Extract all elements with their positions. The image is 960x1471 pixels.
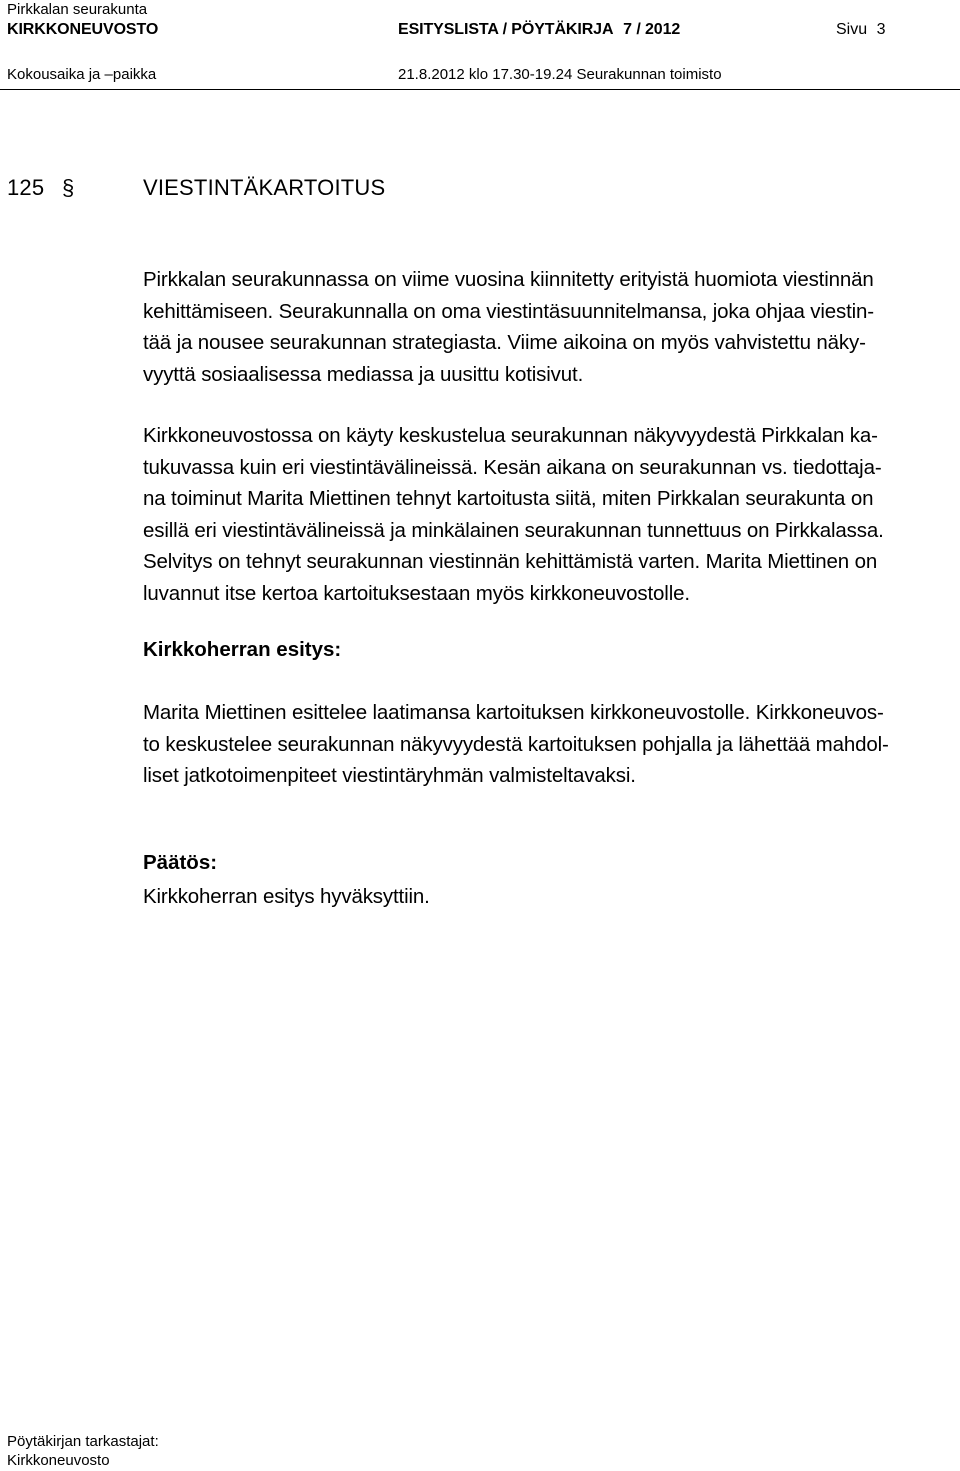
organization-name: Pirkkalan seurakunta — [7, 1, 148, 18]
document-type-label: ESITYSLISTA / PÖYTÄKIRJA — [398, 21, 613, 38]
paragraph-line: kehittämiseen. Seurakunnalla on oma viestintäsuunnitelmansa, joka ohjaa viestin- — [143, 299, 874, 323]
paragraph-line: luvannut itse kertoa kartoituksestaan myös kirkkoneuvostolle. — [143, 581, 690, 605]
body-name: KIRKKONEUVOSTO — [7, 21, 159, 38]
document-number: 7 / 2012 — [623, 21, 681, 38]
paragraph-line: vyyttä sosiaalisessa mediassa ja uusittu kotisivut. — [143, 362, 584, 386]
paragraph-line: Kirkkoneuvostossa on käyty keskustelua seurakunnan näkyvyydestä Pirkkalan ka- — [143, 424, 878, 447]
page-indicator — [836, 20, 885, 40]
paragraph-line: tää ja nousee seurakunnan strategiasta. Viime aikoina on myös vahvistettu näky- — [143, 331, 866, 354]
section-number: 125 — [7, 175, 45, 200]
paragraph-line: Selvitys on tehnyt seurakunnan viestinnän kehittämistä varten. Marita Miettinen on — [143, 550, 878, 573]
proposal-line: Marita Miettinen esittelee laatimansa kartoituksen kirkkoneuvostolle. Kirkkoneuvos- — [143, 701, 884, 724]
meeting-label: Kokousaika ja –paikka — [7, 66, 157, 83]
proposal-line: liset jatkotoimenpiteet viestintäryhmän valmisteltavaksi. — [143, 764, 636, 787]
paragraph-intro — [143, 264, 943, 390]
paragraph-background — [143, 420, 943, 609]
decision-text: Kirkkoherran esitys hyväksyttiin. — [143, 885, 430, 908]
section-title: VIESTINTÄKARTOITUS — [143, 175, 386, 200]
paragraph-line: tukuvassa kuin eri viestintävälineissä. Kesän aikana on seurakunnan vs. tiedottaja- — [143, 455, 882, 479]
footer-body: Kirkkoneuvosto — [7, 1452, 110, 1469]
document-type — [398, 20, 680, 40]
page-number: 3 — [876, 21, 886, 38]
paragraph-line: Pirkkalan seurakunnassa on viime vuosina kiinnitetty erityistä huomiota viestinnän — [143, 268, 874, 291]
page-label: Sivu — [836, 21, 868, 38]
footer-label: Pöytäkirjan tarkastajat: — [7, 1433, 159, 1450]
proposal-heading: Kirkkoherran esitys: — [143, 638, 342, 661]
header-divider — [0, 89, 960, 90]
section-symbol: § — [62, 175, 75, 200]
proposal-line: to keskustelee seurakunnan näkyvyydestä kartoituksen pohjalla ja lähettää mahdol- — [143, 732, 889, 756]
proposal-text — [143, 697, 943, 792]
paragraph-line: esillä eri viestintävälineissä ja minkälainen seurakunnan tunnettuus on Pirkkalassa. — [143, 518, 884, 542]
meeting-value: 21.8.2012 klo 17.30-19.24 Seurakunnan toimisto — [398, 66, 722, 83]
paragraph-line: na toiminut Marita Miettinen tehnyt kartoitusta siitä, miten Pirkkalan seurakunta on — [143, 487, 874, 510]
decision-heading: Päätös: — [143, 851, 218, 874]
